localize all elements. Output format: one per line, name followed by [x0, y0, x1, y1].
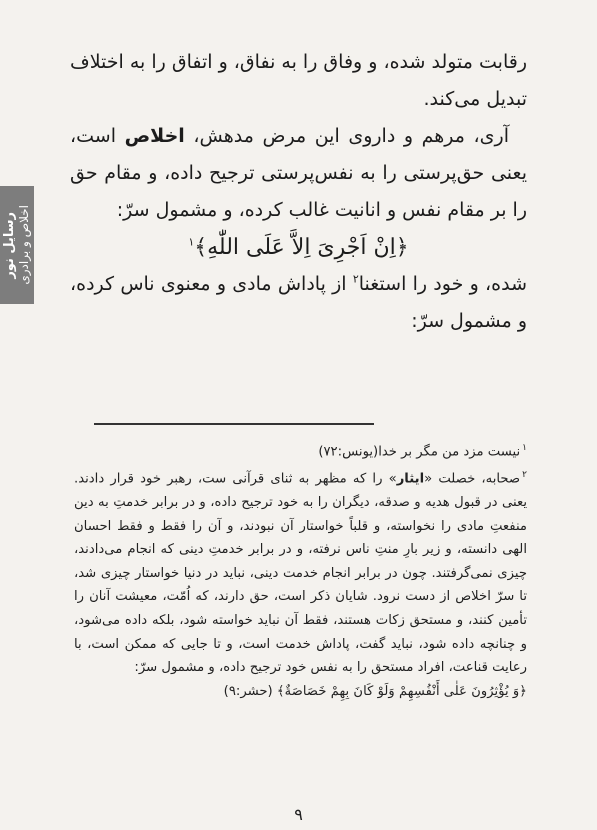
paragraph-3-a: شده، و خود را استغنا: [358, 273, 527, 295]
footnote-2-verse-ref: (حشر:۹): [223, 683, 273, 699]
side-tab: [0, 186, 34, 304]
footnote-ref-2: ۲: [352, 272, 359, 286]
footnote-2-number: ۲: [522, 469, 527, 480]
paragraph-1: رقابت متولد شده، و وفاق را به نفاق، و اتفاق را به اختلاف تبدیل می‌کند.: [70, 51, 527, 110]
footnote-divider: [94, 423, 374, 425]
footnote-2-text-a: صحابه، خصلت «: [424, 471, 521, 487]
paragraph-3: [70, 266, 527, 340]
verse-footnote-ref: ۱: [188, 235, 195, 249]
quran-verse: [70, 229, 527, 266]
footnote-2-verse-line: [74, 680, 527, 704]
footnote-2-verse: ﴿وَ يُؤْثِرُونَ عَلٰى أَنْفُسِهِمْ وَلَوْ كَانَ بِهِمْ خَصَاصَةٌ﴾: [276, 683, 527, 699]
side-tab-text: [3, 205, 31, 285]
footnote-1-text: نیست مزد من مگر بر خدا(یونس:۷۲): [318, 444, 521, 460]
ikhlas-term: اخلاص: [124, 125, 185, 147]
book-title: رسایل نور: [2, 211, 17, 279]
footnote-1-number: ۱: [522, 443, 527, 453]
paragraph-3-b: از پاداش مادی و معنوی ناس کرده، و مشمول سرّ:: [70, 273, 527, 332]
paragraph-2: [70, 118, 527, 229]
footnote-2-text-b: » را که مظهر به ثنای قرآنی ست، رهبر خود قرار دادند. یعنی در قبول هدیه و صدقه، دیگران را به خود ترجیح داده، و در برابر خدمتِ به دین منفعتِ مادی را نخواسته، و قلباً خواستار آن نبودند، و آن را فقط و فقط احسان الهی دانسته، و زیر بارِ منتِ ناس نرفته، و در برابر خدمتِ دینی که انجام می‌دادند، چیزی نمی‌گرفتند. چون در برابر انجام خدمت دینی، نباید در دنیا خواستار چیزی شد، تا سرّ اخلاص از دست نرود. شایان ذکر است، حق دارند، که اُمّت، معیشت آنان را تأمین کنند، و مستحق زکات هستند، فقط آن نباید خواسته شود، بلکه داده می‌شود، و چنانچه داده شود، نباید گفت، پاداش خدمت است، و تا جایی که ممکن است، با رعایت قناعت، افراد مستحق را به نفس خود ترجیح داده، و مشمول سرّ:: [74, 471, 527, 676]
footnote-1: [74, 437, 527, 464]
paragraph-2-start: آری، مرهم و داروی این مرض مدهش،: [193, 125, 509, 147]
isar-term: ایثار: [396, 471, 425, 487]
footnotes: [74, 437, 527, 703]
paragraph-2-rest: است، یعنی حق‌پرستی را به نفس‌پرستی ترجیح داده، و مقام حق را بر مقام نفس و انانیت غالب کرده، و مشمول سرّ:: [70, 125, 527, 221]
chapter-title: اخلاص و برادری: [17, 205, 31, 285]
footnote-2: [74, 464, 527, 680]
verse-text: ﴿اِنْ اَجْرِیَ اِلاَّ عَلَی اللّٰهِ﴾: [194, 235, 409, 260]
page-number: ۹: [294, 805, 303, 824]
main-text: [70, 44, 527, 340]
